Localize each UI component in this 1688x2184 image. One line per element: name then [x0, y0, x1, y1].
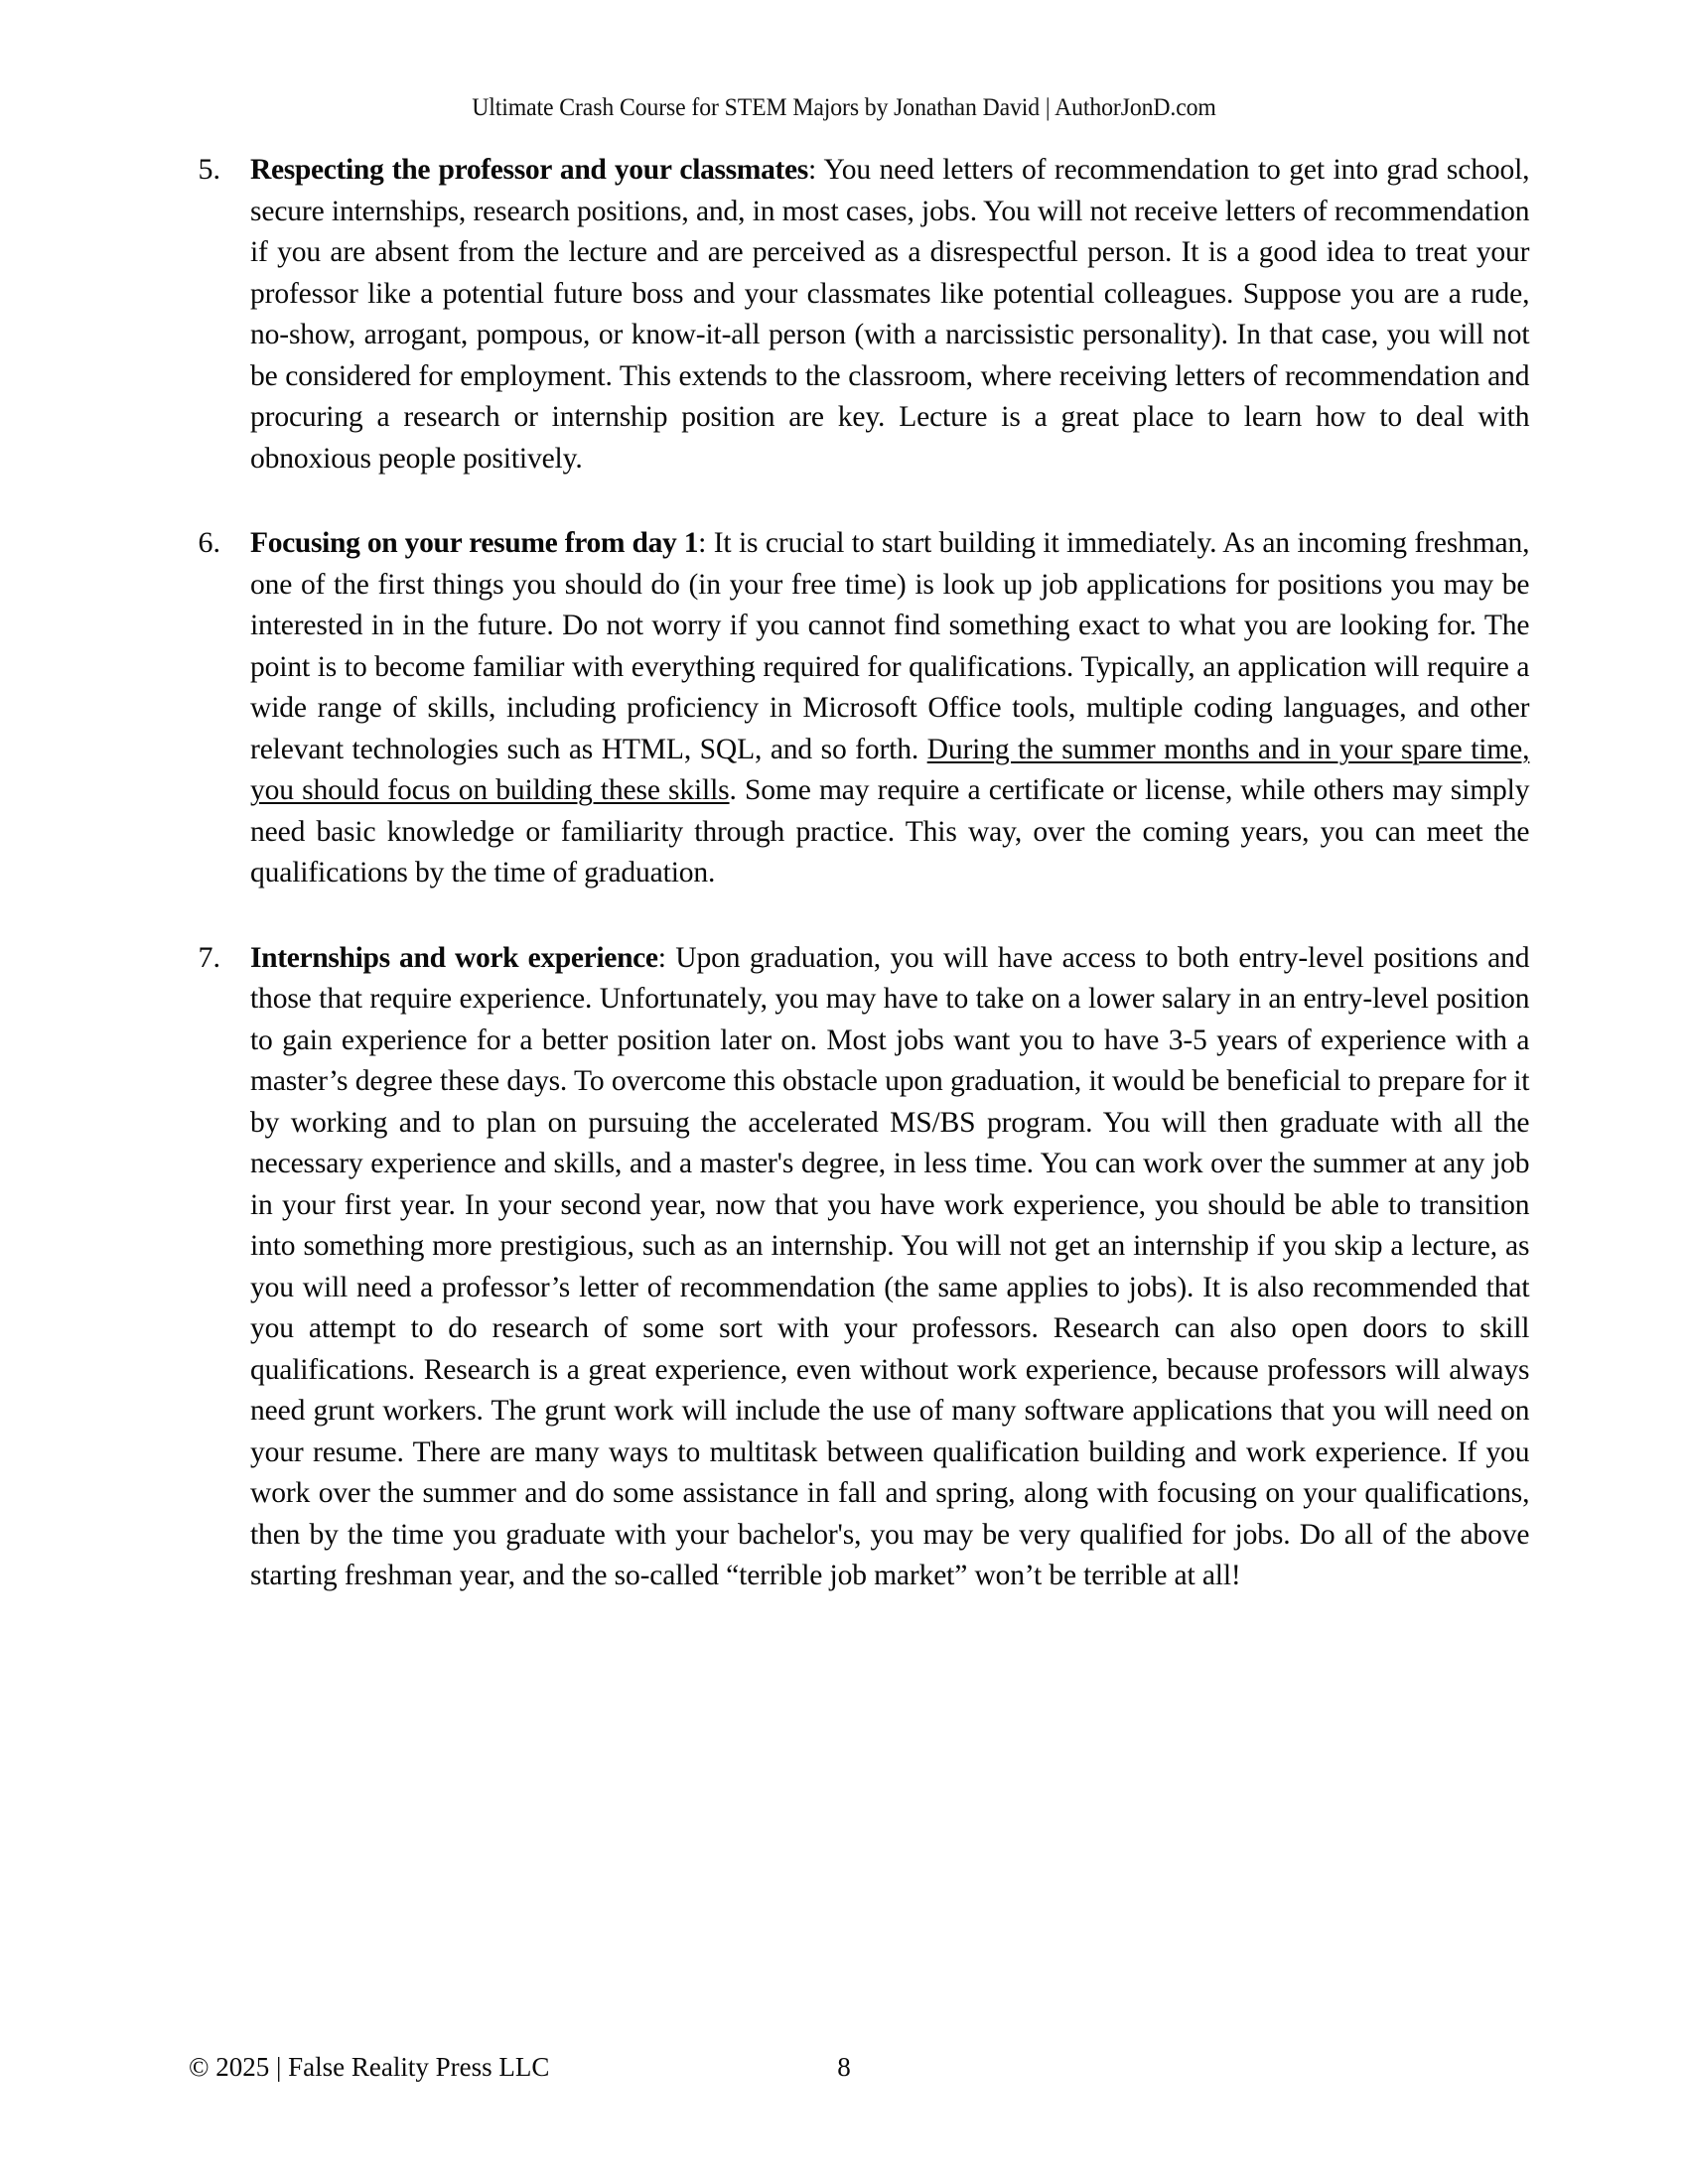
page-content	[189, 149, 1549, 1596]
list-item-underlined-text: During the summer months and in your spare time, you should focus on building these skills	[250, 732, 1530, 806]
list-item-text-before-underline: It is crucial to start building it immediately. As an incoming freshman, one of the first things you should do (in your free time) is look up job applications for positions you may be interested in in the future. Do not worry if you cannot find something exact to what you are looking for. The point is to become familiar with everything required for qualifications. Typically, an application will require a wide range of skills, including proficiency in Microsoft Office tools, multiple coding languages, and other relevant technologies such as HTML, SQL, and so forth.	[250, 526, 1530, 765]
list-item-text: You need letters of recommendation to get into grad school, secure internships, research positions, and, in most cases, jobs. You will not receive letters of recommendation if you are absent from the lecture and are perceived as a disrespectful person. It is a good idea to treat your professor like a potential future boss and your classmates like potential colleagues. Suppose you are a rude, no-show, arrogant, pompous, or know-it-all person (with a narcissistic personality). In that case, you will not be considered for employment. This extends to the classroom, where receiving letters of recommendation and procuring a research or internship position are key. Lecture is a great place to learn how to deal with obnoxious people positively.	[250, 153, 1530, 475]
list-item-number: 7.	[198, 940, 220, 974]
list-item-heading-colon: :	[698, 526, 707, 559]
list-item-number: 5.	[198, 153, 220, 186]
list-item	[189, 149, 1549, 478]
list-item	[189, 522, 1549, 893]
list-item-text: Upon graduation, you will have access to both entry-level positions and those that require experience. Unfortunately, you may have to take on a lower salary in an entry-level position to gain experience for a better position later on. Most jobs want you to have 3-5 years of experience with a master’s degree these days. To overcome this obstacle upon graduation, it would be beneficial to prepare for it by working and to plan on pursuing the accelerated MS/BS program. You will then graduate with all the necessary experience and skills, and a master's degree, in less time. You can work over the summer at any job in your first year. In your second year, now that you have work experience, you should be able to transition into something more prestigious, such as an internship. You will not get an internship if you skip a lecture, as you will need a professor’s letter of recommendation (the same applies to jobs). It is also recommended that you attempt to do research of some sort with your professors. Research can also open doors to skill qualifications. Research is a great experience, even without work experience, because professors will always need grunt workers. The grunt work will include the use of many software applications that you will need on your resume. There are many ways to multitask between qualification building and work experience. If you work over the summer and do some assistance in fall and spring, along with focusing on your qualifications, then by the time you graduate with your bachelor's, you may be very qualified for jobs. Do all of the above starting freshman year, and the so-called “terrible job market” won’t be terrible at all!	[250, 940, 1530, 1591]
list-item-number: 6.	[198, 526, 220, 559]
page-number: 8	[837, 2052, 851, 2082]
list-item-text-after-underline: . Some may require a certificate or license, while others may simply need basic knowledge or familiarity through practice. This way, over the coming years, you can meet the qualifications by the time of graduation.	[250, 773, 1530, 888]
list-item-heading: Respecting the professor and your classmates	[250, 153, 808, 186]
running-header: Ultimate Crash Course for STEM Majors by Jonathan David | AuthorJonD.com	[472, 92, 1216, 121]
list-item-heading-colon: :	[657, 940, 666, 974]
list-item	[189, 937, 1549, 1596]
footer-copyright: © 2025 | False Reality Press LLC	[189, 2052, 550, 2082]
list-item-body	[250, 937, 1529, 1596]
page-footer	[0, 2047, 1688, 2097]
list-item-heading: Focusing on your resume from day 1	[250, 526, 699, 559]
list-item-heading-colon: :	[807, 153, 817, 186]
list-item-body	[250, 522, 1529, 893]
list-item-body	[250, 149, 1529, 478]
list-item-heading: Internships and work experience	[250, 940, 658, 974]
